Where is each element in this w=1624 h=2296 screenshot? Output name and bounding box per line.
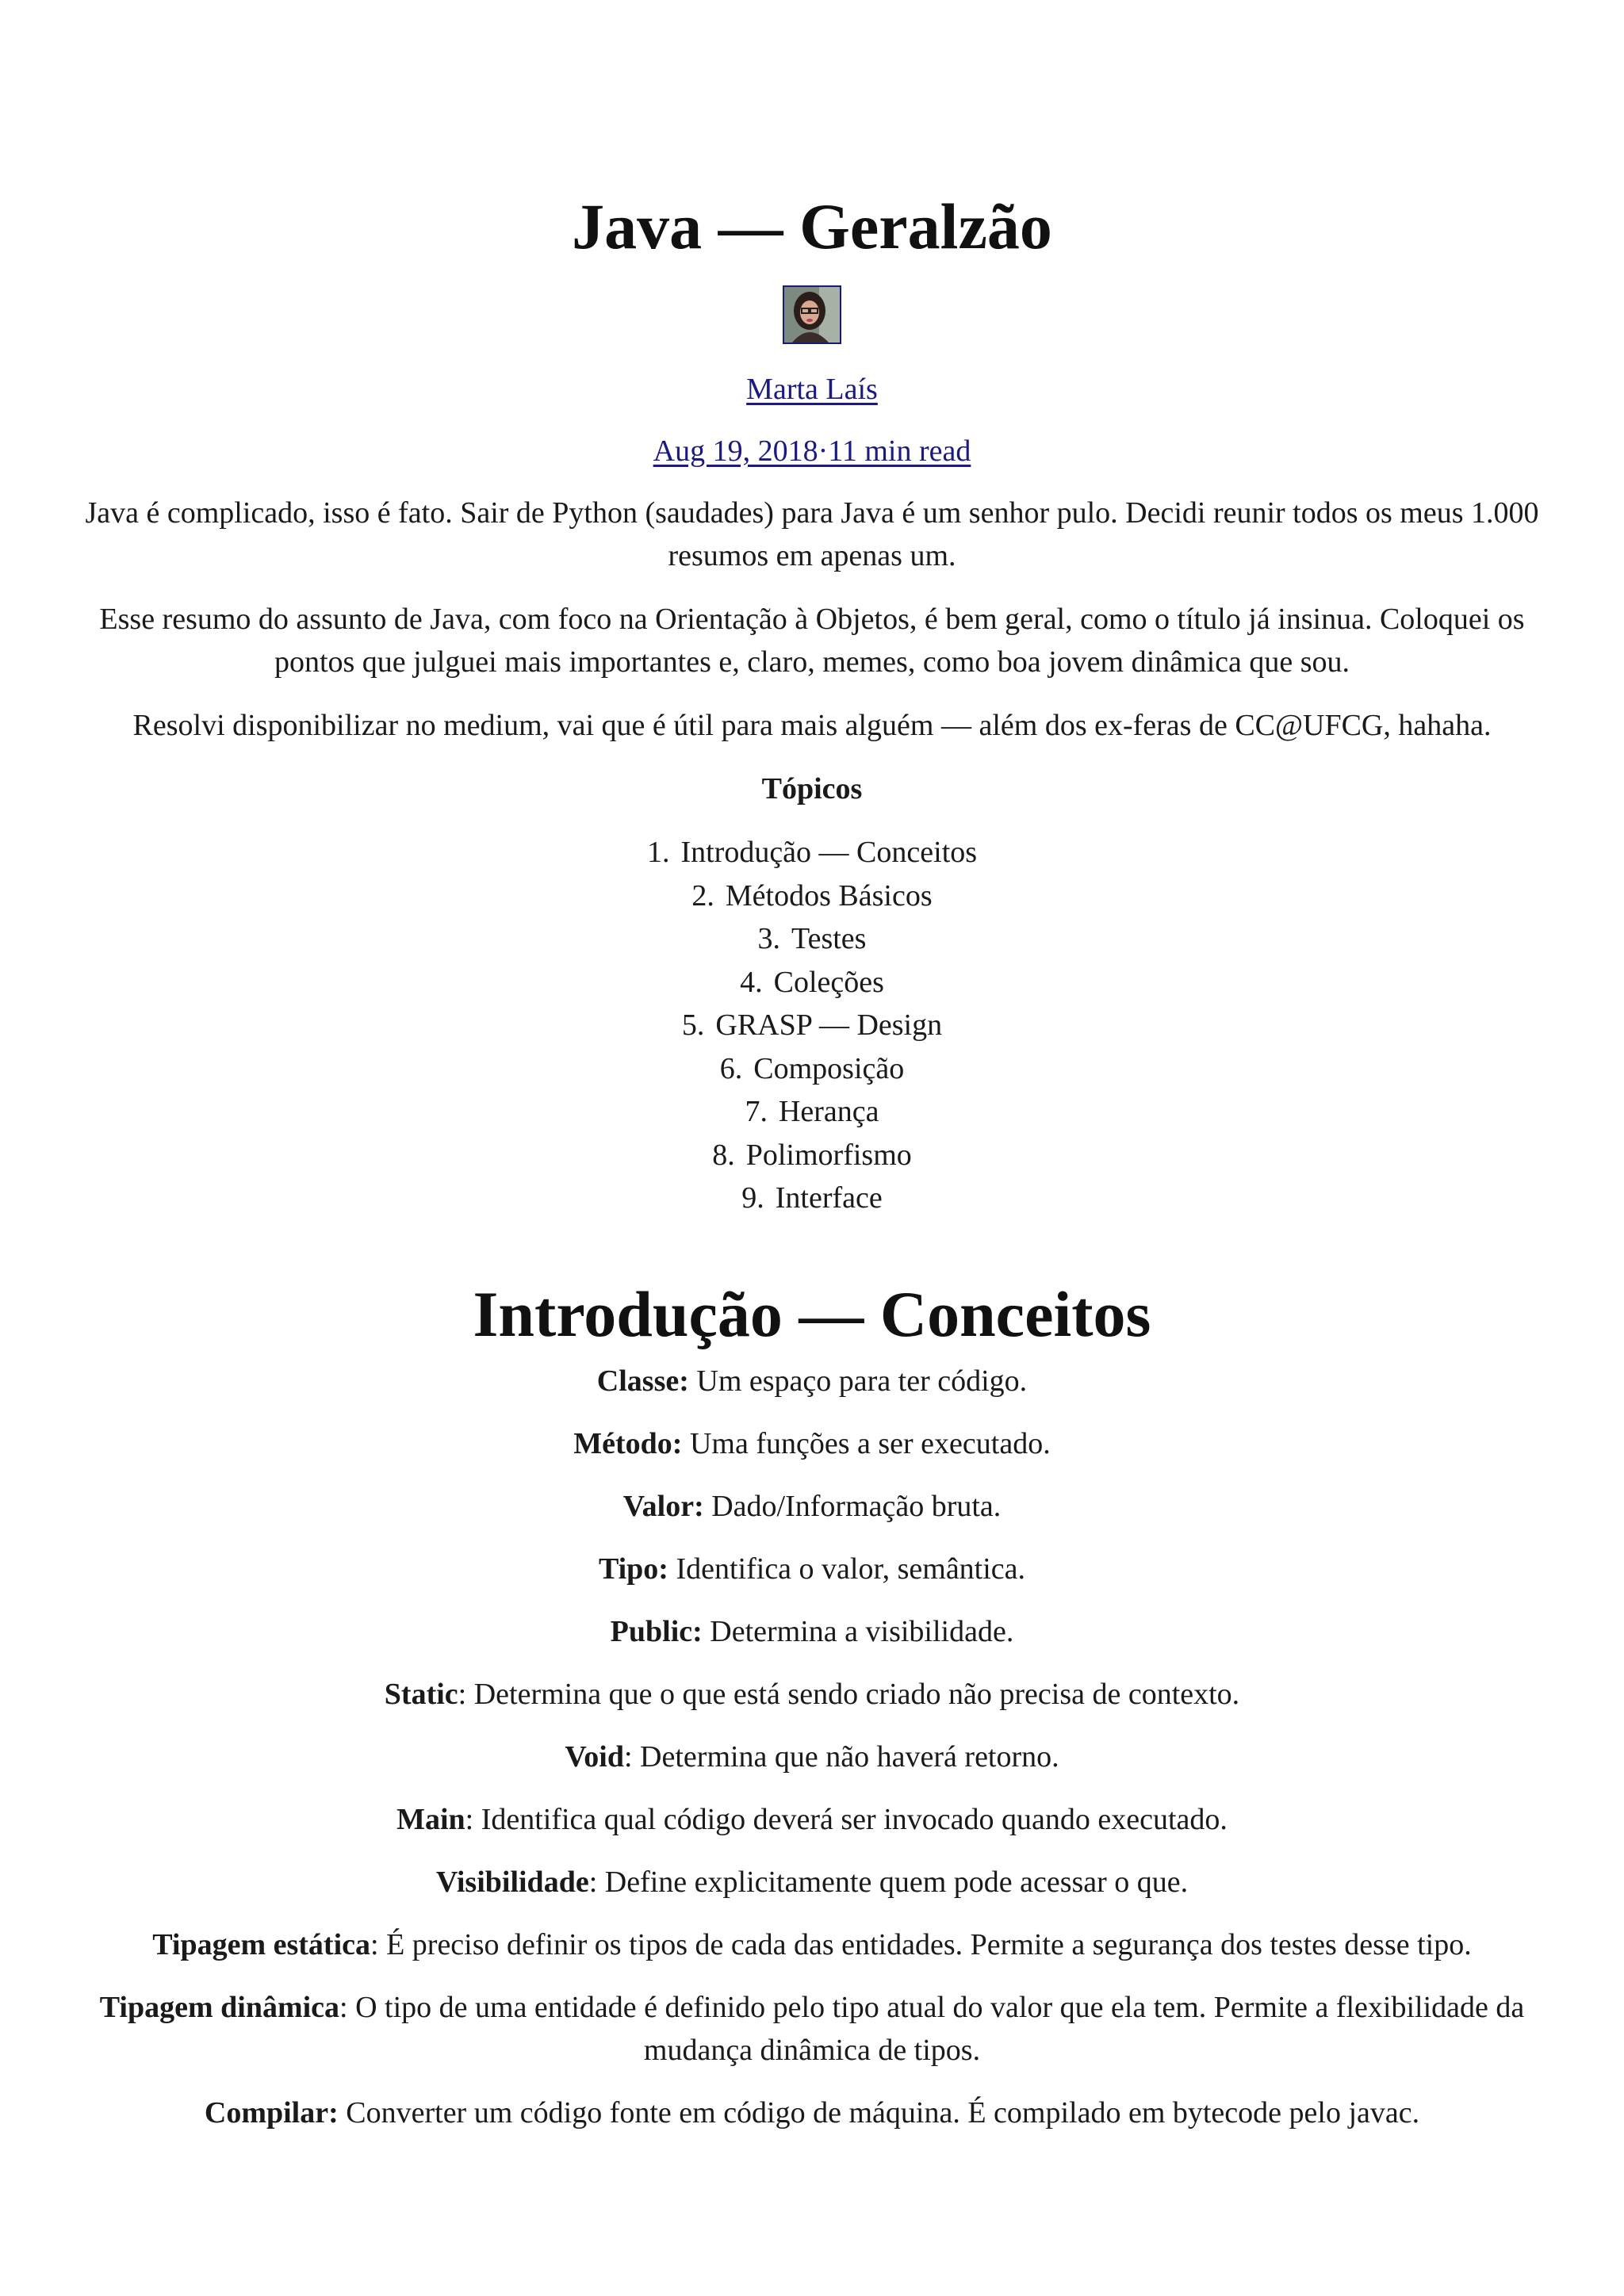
definition	[71, 1548, 1553, 1590]
topic-number: 2.	[691, 878, 714, 913]
definition	[71, 1861, 1553, 1904]
definition-term: Tipo:	[598, 1552, 668, 1586]
definition-text: : Determina que não haverá retorno.	[624, 1739, 1059, 1774]
definition	[71, 1923, 1553, 1966]
definition	[71, 1673, 1553, 1716]
topic-label: GRASP — Design	[715, 1008, 943, 1042]
definition-text: Determina a visibilidade.	[702, 1614, 1014, 1648]
topic-item	[71, 961, 1553, 1004]
topic-label: Herança	[778, 1095, 879, 1128]
author-line	[71, 369, 1553, 409]
topic-number: 8.	[712, 1138, 735, 1172]
definition-text: Identifica o valor, semântica.	[668, 1552, 1026, 1586]
intro-paragraph-2: Esse resumo do assunto de Java, com foco na Orientação à Objetos, é bem geral, como o título já insinua. Coloquei os pontos que julguei mais importantes e, claro, memes, como boa jovem dinâmica que sou.	[99, 603, 1525, 679]
topic-item	[71, 1177, 1553, 1220]
definitions-list	[71, 1360, 1553, 2134]
intro-paragraph-3: Resolvi disponibilizar no medium, vai que é útil para mais alguém — além dos ex-feras de CC@UFCG, hahaha.	[132, 709, 1492, 742]
definition-text: Uma funções a ser executado.	[682, 1426, 1051, 1460]
avatar-container	[71, 285, 1553, 349]
topic-item	[71, 1004, 1553, 1047]
topic-number: 5.	[681, 1008, 705, 1042]
definition-term: Public:	[610, 1614, 703, 1648]
definition	[71, 1610, 1553, 1653]
definition-text: Um espaço para ter código.	[688, 1364, 1028, 1398]
topic-number: 6.	[719, 1051, 743, 1085]
topic-item	[71, 1090, 1553, 1134]
article-meta	[71, 431, 1553, 471]
definition-text: Converter um código fonte em código de máquina. É compilado em bytecode pelo javac.	[338, 2095, 1420, 2130]
avatar-photo-icon	[784, 287, 840, 342]
definition-term: Static	[384, 1677, 458, 1711]
definition	[71, 1485, 1553, 1528]
definition	[71, 1986, 1553, 2072]
topic-label: Interface	[775, 1181, 883, 1215]
topic-number: 1.	[646, 836, 670, 869]
definition-text: : É preciso definir os tipos de cada das entidades. Permite a segurança dos testes desse tipo.	[370, 1927, 1472, 1961]
definition-term: Compilar:	[204, 2095, 339, 2130]
definition-term: Valor:	[622, 1489, 704, 1523]
topic-number: 7.	[745, 1095, 768, 1128]
definition-term: Método:	[573, 1426, 683, 1460]
definition	[71, 1735, 1553, 1778]
definition	[71, 1360, 1553, 1402]
definition-term: Void	[565, 1739, 624, 1774]
definition-term: Main	[396, 1802, 465, 1836]
definition-term: Tipagem dinâmica	[99, 1990, 340, 2024]
definition-text: : Define explicitamente quem pode acessar o que.	[588, 1865, 1189, 1899]
topics-heading: Tópicos	[761, 772, 863, 806]
definition-text: : Identifica qual código deverá ser invocado quando executado.	[465, 1802, 1228, 1836]
topic-item	[71, 1047, 1553, 1091]
topic-label: Introdução — Conceitos	[680, 836, 978, 869]
author-name-link[interactable]: Marta Laís	[746, 373, 878, 406]
definition	[71, 1422, 1553, 1465]
article-title: Java — Geralzão	[572, 190, 1052, 262]
topic-label: Testes	[791, 922, 867, 955]
topic-label: Polimorfismo	[745, 1138, 912, 1172]
topic-number: 4.	[740, 965, 763, 999]
topic-number: 9.	[741, 1181, 764, 1215]
topic-item	[71, 917, 1553, 961]
topic-number: 3.	[757, 922, 781, 955]
author-avatar[interactable]	[783, 285, 841, 344]
definition	[71, 2091, 1553, 2134]
definition-text: Dado/Informação bruta.	[703, 1489, 1002, 1523]
date-read-time-link[interactable]: Aug 19, 2018·11 min read	[653, 434, 971, 468]
topic-label: Métodos Básicos	[725, 878, 933, 913]
topic-label: Composição	[753, 1051, 905, 1085]
definition-term: Classe:	[596, 1364, 689, 1398]
topic-item	[71, 874, 1553, 918]
topic-item	[71, 831, 1553, 874]
definition-text: : O tipo de uma entidade é definido pelo tipo atual do valor que ela tem. Permite a flexibilidade da mudança dinâmica de tipos.	[339, 1990, 1525, 2067]
topic-item	[71, 1134, 1553, 1177]
definition-term: Visibilidade	[435, 1865, 589, 1899]
topic-label: Coleções	[773, 965, 884, 999]
definition-term: Tipagem estática	[152, 1927, 371, 1961]
definition	[71, 1798, 1553, 1841]
definition-text: : Determina que o que está sendo criado não precisa de contexto.	[458, 1677, 1240, 1711]
intro-paragraph-1: Java é complicado, isso é fato. Sair de Python (saudades) para Java é um senhor pulo. Decidi reunir todos os meus 1.000 resumos em apenas um.	[85, 496, 1539, 572]
topics-list	[71, 831, 1553, 1220]
section-heading: Introdução — Conceitos	[473, 1277, 1151, 1350]
